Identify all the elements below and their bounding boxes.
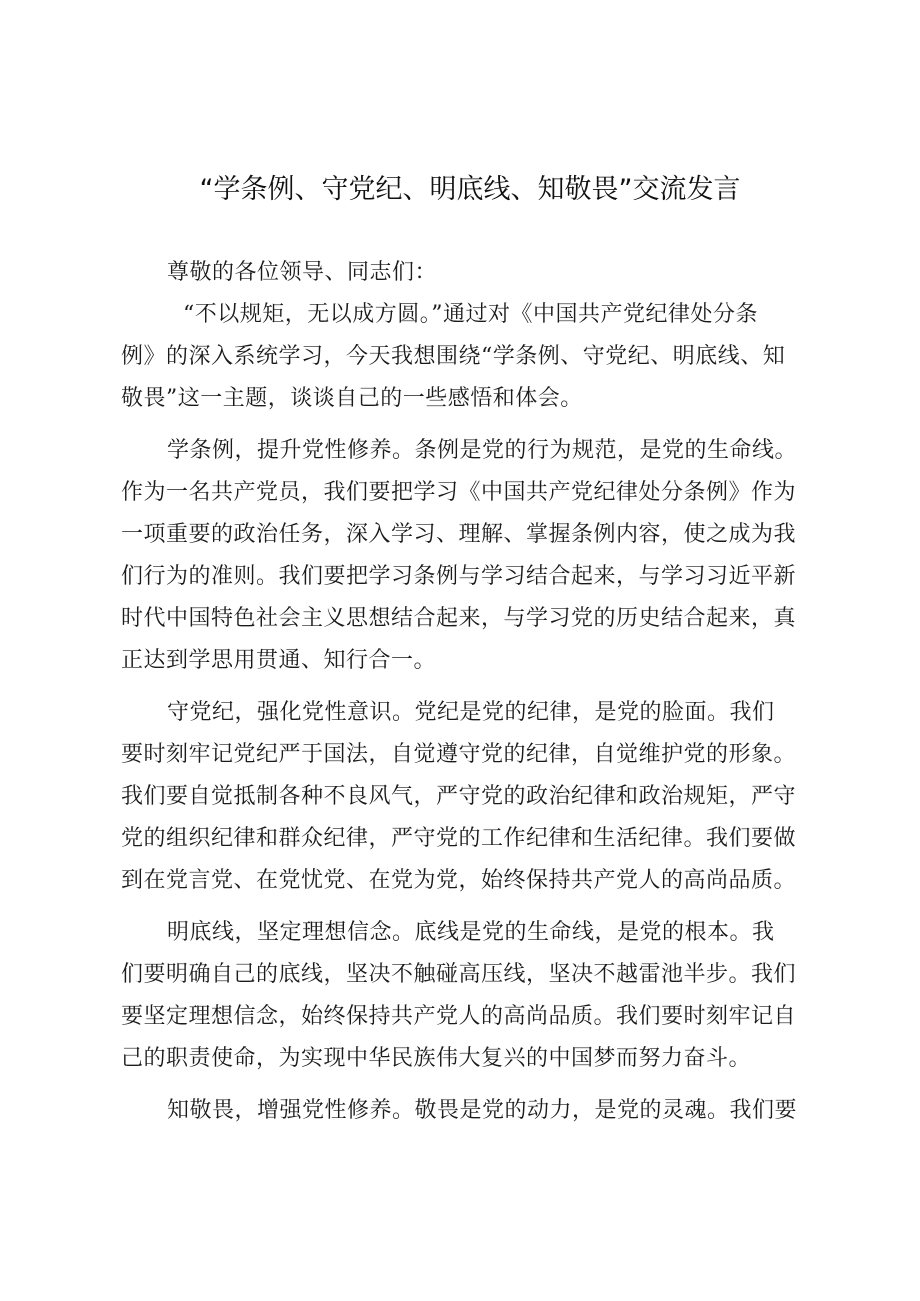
paragraph-line: 时代中国特色社会主义思想结合起来，与学习党的历史结合起来，真: [121, 606, 797, 631]
paragraph-study-regulations: [121, 430, 811, 682]
paragraph-line: 知敬畏，增强党性修养。敬畏是党的动力，是党的灵魂。我们要: [167, 1098, 798, 1123]
paragraph-line: 要坚定理想信念，始终保持共产党人的高尚品质。我们要时刻牢记自: [121, 1004, 797, 1029]
paragraph-bottom-line: [121, 912, 811, 1080]
paragraph-line: 要时刻牢记党纪严于国法，自觉遵守党的纪律，自觉维护党的形象。: [121, 742, 797, 767]
paragraph-line: 一项重要的政治任务，深入学习、理解、掌握条例内容，使之成为我: [121, 522, 797, 547]
document-body: [121, 252, 811, 1132]
paragraph-line: 学条例，提升党性修养。条例是党的行为规范，是党的生命线。: [167, 438, 798, 463]
paragraph-line: 党的组织纪律和群众纪律，严守党的工作纪律和生活纪律。我们要做: [121, 826, 797, 851]
paragraph-line: 例》的深入系统学习，今天我想围绕“学条例、守党纪、明底线、知: [121, 344, 786, 369]
paragraph-reverence: [121, 1090, 811, 1132]
paragraph-line: 守党纪，强化党性意识。党纪是党的纪律，是党的脸面。我们: [167, 700, 775, 725]
paragraph-line: 敬畏”这一主题，谈谈自己的一些感悟和体会。: [121, 386, 583, 411]
paragraph-line: 们行为的准则。我们要把学习条例与学习结合起来，与学习习近平新: [121, 564, 797, 589]
paragraph-line: 到在党言党、在党忧党、在党为党，始终保持共产党人的高尚品质。: [121, 868, 797, 893]
paragraph-party-discipline: [121, 692, 811, 902]
paragraph-line: 我们要自觉抵制各种不良风气，严守党的政治纪律和政治规矩，严守: [121, 784, 797, 809]
paragraph-line: 作为一名共产党员，我们要把学习《中国共产党纪律处分条例》作为: [121, 480, 797, 505]
salutation: 尊敬的各位领导、同志们：: [167, 260, 438, 285]
paragraph-line: 明底线，坚定理想信念。底线是党的生命线，是党的根本。我: [167, 920, 775, 945]
paragraph-intro: [121, 294, 811, 420]
document-title: “学条例、守党纪、明底线、知敬畏”交流发言: [199, 174, 741, 205]
paragraph-line: 己的职责使命，为实现中华民族伟大复兴的中国梦而努力奋斗。: [121, 1046, 752, 1071]
paragraph-line: 们要明确自己的底线，坚决不触碰高压线，坚决不越雷池半步。我们: [121, 962, 797, 987]
paragraph-line: “不以规矩，无以成方圆。”通过对《中国共产党纪律处分条: [183, 302, 758, 327]
paragraph-line: 正达到学思用贯通、知行合一。: [121, 648, 437, 673]
